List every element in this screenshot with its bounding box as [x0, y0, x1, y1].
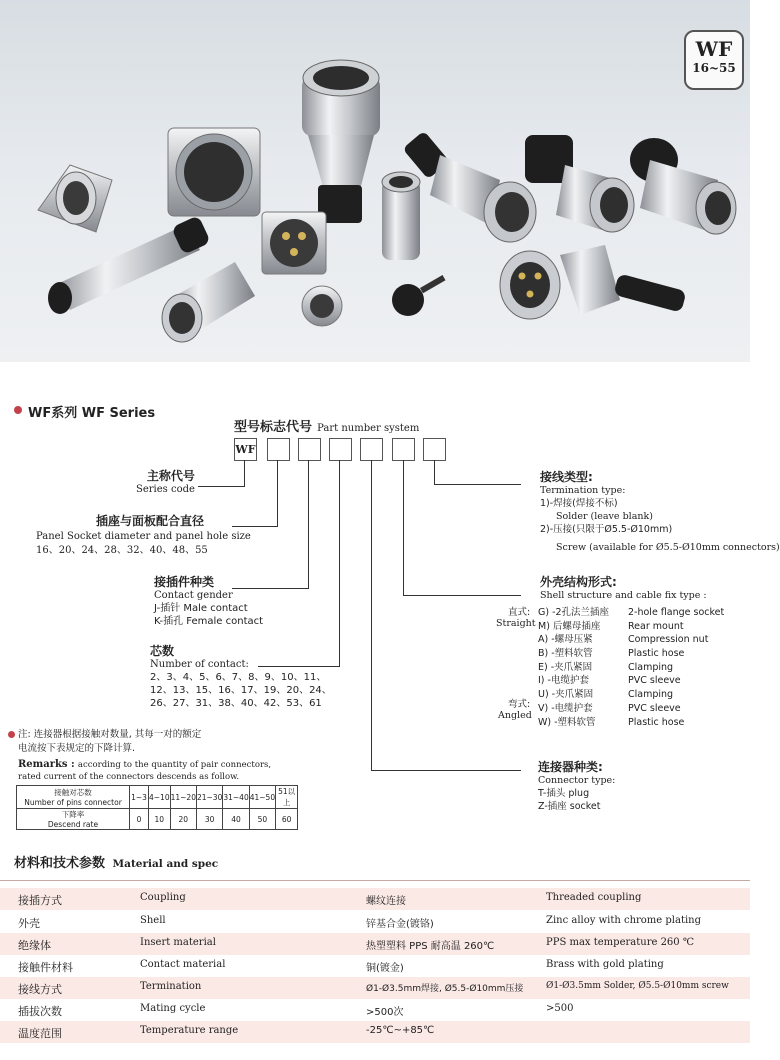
square-socket-connector	[168, 128, 260, 216]
box-panel-size	[267, 438, 290, 461]
spec-label-cn: 插拔次数	[18, 1005, 62, 1018]
connector-type-z: Z-插座 socket	[538, 801, 601, 812]
part-number-title	[234, 416, 419, 435]
contacts-cn: 芯数	[150, 644, 175, 658]
connector-type-block	[538, 761, 615, 813]
termination-en: Termination type:	[540, 485, 626, 496]
panel-socket-block	[96, 515, 204, 528]
spec-label-cn: 接触件材料	[18, 961, 73, 974]
table-row	[0, 911, 750, 933]
small-plug-connector	[382, 172, 420, 260]
spec-value-en: Brass with gold plating	[546, 959, 664, 970]
spec-value-cn: 螺纹连接	[366, 896, 406, 907]
termination-block	[540, 471, 672, 536]
shell-block	[540, 576, 707, 602]
shell-item: I) -电缆护套 PVC sleeve	[538, 675, 681, 687]
contact-gender-en: Contact gender	[154, 590, 233, 601]
pins-cell: 4~10	[149, 786, 171, 809]
table-row	[0, 888, 750, 910]
spec-label-en: Mating cycle	[140, 1003, 206, 1014]
contacts-line1: 2、3、4、5、6、7、8、9、10、11、	[150, 672, 327, 683]
note-bullet	[8, 731, 15, 738]
box-shell-structure	[392, 438, 415, 461]
contact-gender-block	[154, 576, 263, 628]
section1-title: WF系列 WF Series	[28, 406, 156, 421]
spec-value-en: Threaded coupling	[546, 892, 642, 903]
line-shell-v	[403, 460, 404, 595]
derating-table	[16, 785, 298, 830]
spec-label-cn: 接插方式	[18, 894, 62, 907]
spec-value-cn: 锌基合金(镀铬)	[366, 919, 434, 930]
spec-label-en: Shell	[140, 915, 166, 926]
pins-cell: 21~30	[196, 786, 222, 809]
contact-gender-cn: 接插件种类	[154, 575, 215, 589]
contacts-block	[150, 645, 332, 710]
rate-cell: 50	[249, 809, 275, 830]
shell-en: Shell structure and cable fix type :	[540, 590, 707, 601]
rate-cell: 10	[149, 809, 171, 830]
rate-cell: 60	[276, 809, 298, 830]
pins-header	[17, 786, 130, 809]
series-code-cn: 主称代号	[146, 469, 195, 483]
spec-value-cn: -25℃~+85℃	[366, 1025, 435, 1036]
table-row	[0, 933, 750, 955]
table-row	[17, 809, 298, 830]
line-term-v	[434, 460, 435, 484]
shell-item: W) -塑料软管 Plastic hose	[538, 716, 685, 728]
shell-angled-en: Angled	[498, 710, 532, 721]
line-shell-h	[403, 595, 521, 596]
shell-item: A) -螺母压紧 Compression nut	[538, 634, 709, 646]
line-connector-h	[371, 770, 521, 771]
spec-value-cn: Ø1-Ø3.5mm焊接, Ø5.5-Ø10mm压接	[366, 984, 524, 994]
connectors-image	[0, 0, 750, 362]
section2-title	[14, 857, 218, 871]
contacts-en: Number of contact:	[150, 659, 249, 670]
remarks-text2: rated current of the connectors descends as follow.	[18, 772, 240, 782]
spec-label-en: Termination	[140, 981, 202, 992]
connector-type-cn: 连接器种类:	[538, 760, 603, 774]
spec-label-cn: 外壳	[18, 917, 40, 930]
spec-label-en: Contact material	[140, 959, 226, 970]
pins-header-en: Number of pins connector	[24, 798, 122, 807]
dust-cap	[392, 275, 446, 316]
contact-gender-j: J-插针 Male contact	[154, 603, 248, 614]
shell-item: E) -夹爪紧固 Clamping	[538, 661, 674, 673]
connector-type-t: T-插头 plug	[538, 788, 590, 799]
panel-socket-cn: 插座与面板配合直径	[96, 514, 205, 528]
table-row	[0, 977, 750, 999]
spec-value-cn: 热塑塑料 PPS 耐高温 260℃	[366, 941, 495, 952]
line-panel-v	[277, 460, 278, 526]
line-contact-v	[339, 460, 340, 666]
badge-range: 16~55	[692, 61, 736, 75]
section1-bullet	[14, 406, 22, 414]
spec-label-cn: 温度范围	[18, 1027, 62, 1040]
line-term-h	[434, 484, 521, 485]
large-plug-connector	[302, 60, 380, 223]
spec-top-divider	[0, 880, 750, 881]
rate-header-cn: 下降率	[61, 810, 85, 819]
badge-series: WF	[695, 37, 733, 61]
series-badge	[684, 30, 744, 90]
line-panel-h	[232, 526, 278, 527]
female-plug-connector	[162, 262, 255, 342]
termination-l3: 2)-压接(只限于Ø5.5-Ø10mm)	[540, 524, 673, 535]
rate-cell: 20	[170, 809, 196, 830]
table-row	[0, 955, 750, 977]
shell-item: G) -2孔法兰插座 2-hole flange socket	[538, 607, 725, 618]
termination-l4: Screw (available for Ø5.5-Ø10mm connectors)	[556, 542, 780, 553]
box-termination	[423, 438, 446, 461]
box-connector-type	[360, 438, 383, 461]
pins-cell: 1~3	[130, 786, 149, 809]
series-code-en: Series code	[136, 484, 195, 495]
part-number-title-cn: 型号标志代号	[234, 420, 313, 435]
spec-label-cn: 绝缘体	[18, 939, 51, 952]
shell-item: B) -塑料软管 Plastic hose	[538, 648, 685, 660]
spec-value-en: PPS max temperature 260 ℃	[546, 937, 695, 948]
section2-title-en: Material and spec	[112, 858, 219, 870]
box-contact-number	[329, 438, 352, 461]
spec-label-en: Insert material	[140, 937, 216, 948]
spec-label-en: Temperature range	[140, 1025, 239, 1036]
pins-cell: 41~50	[249, 786, 275, 809]
contacts-line2: 12、13、15、16、17、19、20、24、	[150, 685, 332, 696]
termination-l1: 1)-焊接(焊接不标)	[540, 498, 618, 509]
section2-title-cn: 材料和技术参数	[14, 856, 106, 871]
product-photo	[0, 0, 750, 362]
shell-angled-cn: 弯式:	[508, 699, 531, 710]
small-square-socket	[262, 212, 326, 274]
flange-socket-connector	[38, 165, 112, 232]
termination-cn: 接线类型:	[540, 470, 593, 484]
spec-label-en: Coupling	[140, 892, 186, 903]
remarks-line1	[18, 758, 271, 772]
note-cn2: 电流按下表规定的下降计算.	[18, 743, 136, 754]
table-row	[17, 786, 298, 809]
rate-header-en: Descend rate	[47, 820, 99, 829]
rate-header	[17, 809, 130, 830]
rate-cell: 30	[196, 809, 222, 830]
panel-socket-values: 16、20、24、28、32、40、48、55	[36, 545, 208, 556]
connector-type-en: Connector type:	[538, 775, 616, 786]
shell-straight-cn: 直式:	[508, 607, 531, 618]
spec-table	[0, 880, 750, 1060]
note-cn1: 注: 连接器根据接触对数量, 其每一对的额定	[18, 729, 202, 740]
pins-cell: 31~40	[223, 786, 249, 809]
cable-plug-connector	[402, 131, 536, 242]
line-gender-v	[308, 460, 309, 588]
line-connector-v	[371, 460, 372, 770]
spec-value-en: Ø1-Ø3.5mm Solder, Ø5.5-Ø10mm screw	[546, 981, 729, 991]
shell-items-list	[538, 606, 725, 729]
shell-item: U) -夹爪紧固 Clamping	[538, 689, 674, 701]
spec-value-en: >500	[546, 1003, 574, 1014]
shell-straight-en: Straight	[496, 618, 536, 629]
shell-item: V) -电缆护套 PVC sleeve	[538, 702, 681, 714]
termination-l2: Solder (leave blank)	[556, 511, 653, 522]
shell-cn: 外壳结构形式:	[540, 575, 617, 589]
spec-value-cn: 铜(镀金)	[366, 963, 404, 974]
clamping-plug-connector	[525, 135, 634, 232]
remarks-text1: according to the quantity of pair connectors,	[77, 760, 272, 770]
spec-value-cn: >500次	[366, 1007, 404, 1018]
panel-socket-en: Panel Socket diameter and panel hole size	[36, 531, 251, 542]
table-row	[0, 1021, 750, 1043]
remarks-label: Remarks :	[18, 759, 75, 770]
box-contact-gender	[298, 438, 321, 461]
contact-gender-k: K-插孔 Female contact	[154, 616, 264, 627]
rate-cell: 0	[130, 809, 149, 830]
rate-cell: 40	[223, 809, 249, 830]
pins-cell: 11~20	[170, 786, 196, 809]
pins-cell: 51以上	[276, 786, 298, 809]
pvc-sleeve-plug-connector	[630, 138, 736, 234]
angled-plug-connector	[500, 245, 687, 319]
line-series-h	[198, 486, 245, 487]
pins-header-cn: 接触对芯数	[54, 788, 92, 797]
rear-mount-socket	[302, 286, 342, 326]
line-series-v	[244, 460, 245, 486]
box-series-code: WF	[234, 438, 257, 461]
spec-label-cn: 接线方式	[18, 983, 62, 996]
table-row	[0, 999, 750, 1021]
part-number-title-en: Part number system	[317, 423, 420, 434]
shell-item: M) 后螺母插座 Rear mount	[538, 620, 684, 632]
spec-value-en: Zinc alloy with chrome plating	[546, 915, 702, 926]
series-code-label	[136, 470, 195, 496]
contacts-line3: 26、27、31、38、40、42、53、61	[150, 698, 322, 709]
